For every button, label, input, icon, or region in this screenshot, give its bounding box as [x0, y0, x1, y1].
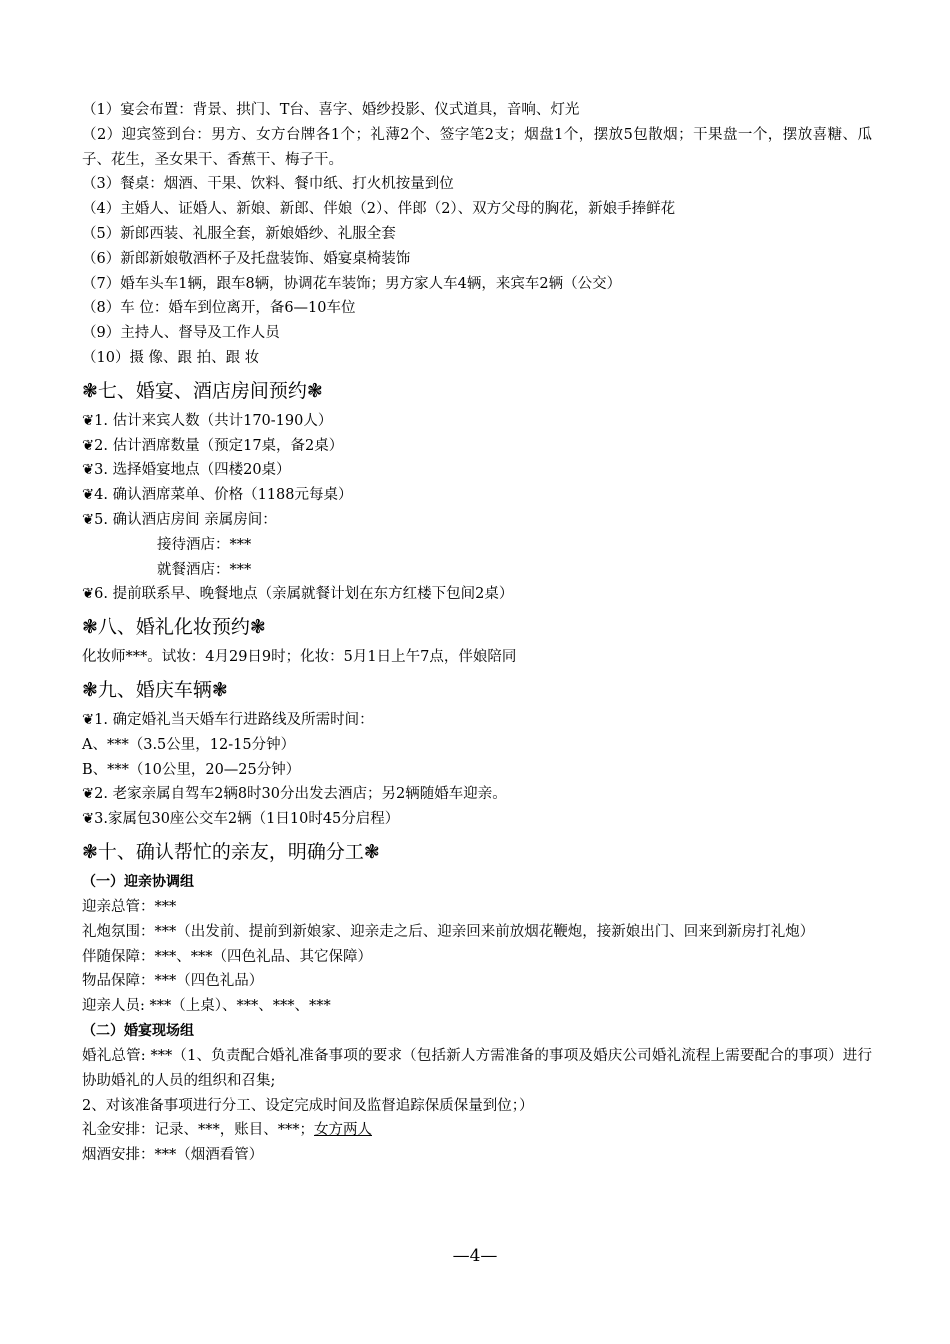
list-item: 婚礼总管: ***（1、负责配合婚礼准备事项的要求（包括新人方需准备的事项及婚庆公司婚礼流程上需要配合的事项）进行协助婚礼的人员的组织和召集;: [82, 1047, 872, 1089]
group-title-welcome: （一）迎亲协调组: [82, 873, 194, 890]
list-item: 烟酒安排：***（烟酒看管）: [82, 1147, 264, 1164]
list-item: ❦3.家属包30座公交车2辆（1日10时45分启程）: [82, 811, 400, 828]
list-item: ❦6. 提前联系早、晚餐地点（亲属就餐计划在东方红楼下包间2桌）: [82, 586, 514, 603]
section-heading-banquet: ❃七、婚宴、酒店房间预约❃: [82, 379, 323, 402]
page-number: —4—: [452, 1246, 498, 1266]
list-item: 迎亲总管：***: [82, 898, 177, 915]
section-heading-helpers: ❃十、确认帮忙的亲友，明确分工❃: [82, 840, 380, 863]
list-item: （4）主婚人、证婚人、新娘、新郎、伴娘（2）、伴郎（2）、双方父母的胸花，新娘手捧鲜花: [82, 201, 676, 218]
list-item: ❦2. 估计酒席数量（预定17桌，备2桌）: [82, 437, 344, 454]
list-item: （6）新郎新娘敬酒杯子及托盘装饰、婚宴桌椅装饰: [82, 250, 411, 267]
hotel-reception: 接待酒店：***: [157, 536, 252, 553]
list-item-gift: [82, 1118, 872, 1143]
list-item: （1）宴会布置：背景、拱门、T台、喜字、婚纱投影、仪式道具，音响、灯光: [82, 102, 580, 118]
list-item: （5）新郎西装、礼服全套，新娘婚纱、礼服全套: [82, 225, 396, 242]
list-item: 迎亲人员: ***（上桌）、***、***、***: [82, 998, 331, 1015]
list-item: ❦3. 选择婚宴地点（四楼20桌）: [82, 462, 291, 479]
list-item: ❦4. 确认酒席菜单、价格（1188元每桌）: [82, 487, 353, 504]
makeup-text: 化妆师***。试妆：4月29日9时；化妆：5月1日上午7点，伴娘陪同: [82, 649, 517, 666]
list-item: ❦1. 估计来宾人数（共计170-190人）: [82, 412, 333, 429]
list-item: A、***（3.5公里，12-15分钟）: [82, 736, 296, 753]
list-item: （7）婚车头车1辆，跟车8辆，协调花车装饰；男方家人车4辆，来宾车2辆（公交）: [82, 275, 622, 292]
list-item: （8）车 位：婚车到位离开，备6—10车位: [82, 300, 356, 317]
list-item: 伴随保障：***、***（四色礼品、其它保障）: [82, 948, 372, 965]
list-item: B、***（10公里，20—25分钟）: [82, 761, 301, 778]
list-item: （3）餐桌：烟酒、干果、饮料、餐巾纸、打火机按量到位: [82, 176, 454, 193]
list-item: ❦5. 确认酒店房间 亲属房间：: [82, 511, 277, 528]
list-item: 礼炮氛围：***（出发前、提前到新娘家、迎亲走之后、迎亲回来前放烟花鞭炮，接新娘出门、回来到新房打礼炮）: [82, 923, 815, 940]
group-title-banquet-site: （二）婚宴现场组: [82, 1022, 194, 1039]
section-heading-vehicles: ❃九、婚庆车辆❃: [82, 678, 228, 701]
section-heading-makeup: ❃八、婚礼化妆预约❃: [82, 616, 266, 639]
list-item: ❦1. 确定婚礼当天婚车行进路线及所需时间：: [82, 711, 374, 728]
gift-text: 礼金安排：记录、***，账目、***；: [82, 1122, 314, 1139]
gift-underlined-text: 女方两人: [314, 1122, 372, 1139]
list-item: 2、对该准备事项进行分工、设定完成时间及监督追踪保质保量到位；）: [82, 1097, 534, 1114]
list-item: ❦2. 老家亲属自驾车2辆8时30分出发去酒店；另2辆随婚车迎亲。: [82, 786, 507, 803]
document-page: [82, 98, 872, 1168]
list-item: （2）迎宾签到台：男方、女方台牌各1个；礼薄2个、签字笔2支；烟盘1个，摆放5包散烟；干果盘一个，摆放喜糖、瓜子、花生，圣女果干、香蕉干、梅子干。: [82, 126, 872, 168]
list-item: （10）摄 像、跟 拍、跟 妆: [82, 349, 260, 366]
list-item: 物品保障：***（四色礼品）: [82, 973, 264, 990]
list-item: （9）主持人、督导及工作人员: [82, 325, 280, 342]
hotel-dining: 就餐酒店：***: [157, 561, 252, 578]
